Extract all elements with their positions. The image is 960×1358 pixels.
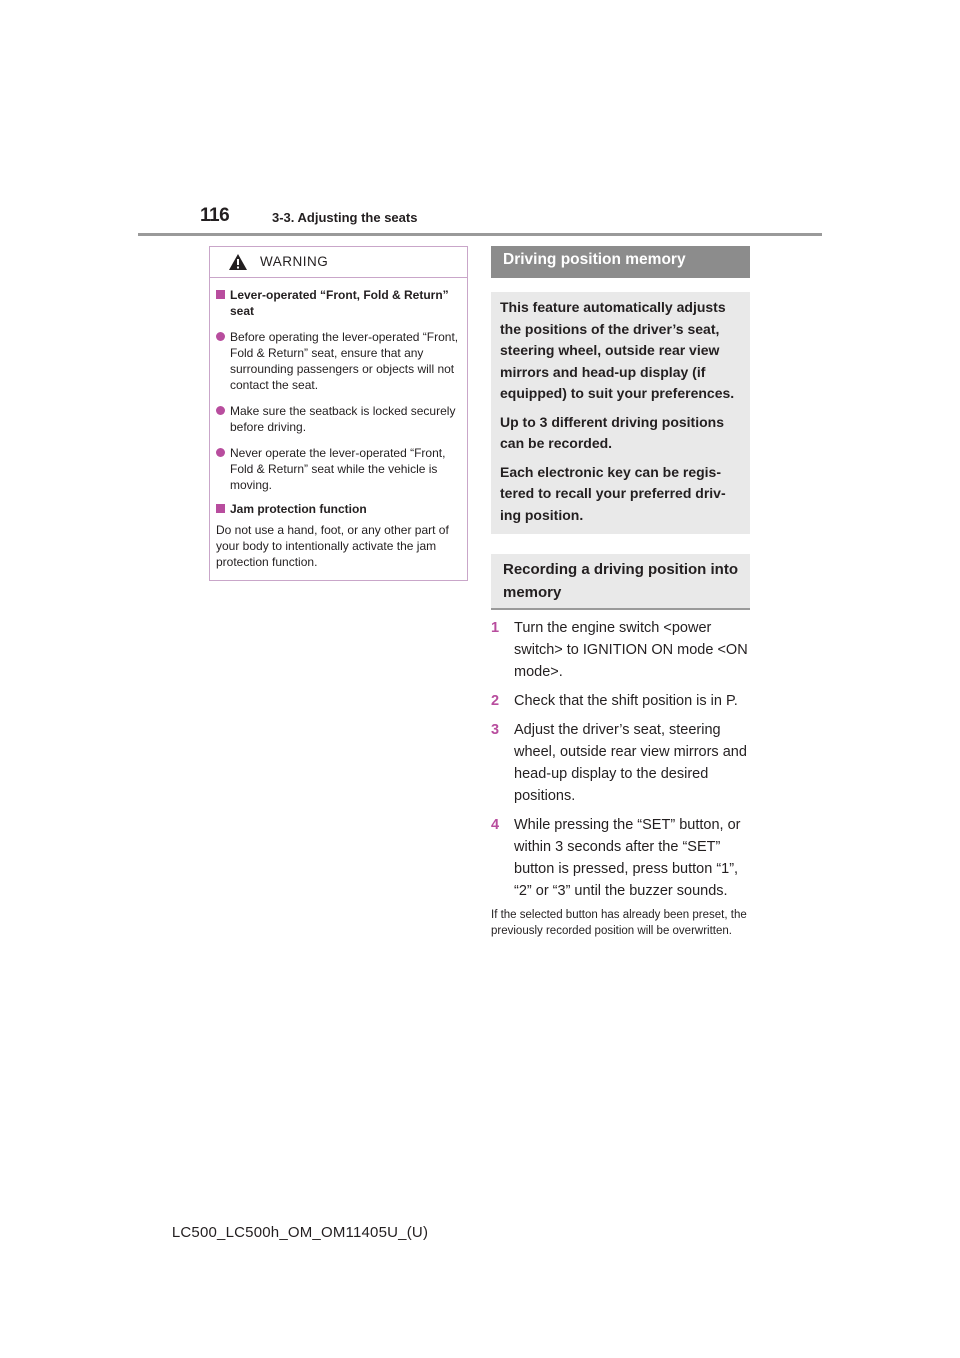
step-text: Turn the engine switch <power switch> to IGNITION ON mode <ON mode>. [514, 620, 748, 680]
warning-title: WARNING [260, 254, 329, 269]
step-text: While pressing the “SET” button, or within 3 seconds after the “SET” button is pressed, press button “1”, “2” or “3” until the buzzer sounds. [514, 817, 741, 899]
step-number: 1 [491, 620, 500, 636]
warning-bullet: Never operate the lever-operated “Front, Fold & Return” seat while the vehicle is moving. [216, 445, 464, 493]
step-item [491, 617, 753, 683]
square-bullet-icon [216, 504, 225, 513]
round-bullet-icon [216, 406, 225, 415]
step-item [491, 690, 753, 712]
round-bullet-icon [216, 332, 225, 341]
steps-list [491, 617, 753, 909]
step-number: 2 [491, 693, 500, 709]
warning-bullet: Make sure the seatback is locked securely before driving. [216, 403, 464, 435]
warning-triangle-icon [228, 253, 248, 271]
intro-box [491, 292, 750, 534]
warning-subheading: Jam protection function [216, 501, 464, 517]
step-item [491, 814, 753, 902]
step-item [491, 719, 753, 807]
warning-header [210, 247, 467, 278]
page-number: 116 [200, 205, 230, 226]
step-note: If the selected button has already been preset, the previously recorded position will be overwritten. [491, 909, 747, 937]
header-rule [138, 233, 822, 236]
round-bullet-icon [216, 448, 225, 457]
step-text: Adjust the driver’s seat, steering wheel, outside rear view mirrors and head-up display to the desired positions. [514, 722, 747, 804]
intro-paragraph: Each electronic key can be regis-tered to recall your preferred driv-ing position. [500, 463, 726, 523]
intro-paragraph: Up to 3 different driving positions can be recorded. [500, 413, 724, 451]
square-bullet-icon [216, 290, 225, 299]
warning-paragraph: Do not use a hand, foot, or any other part of your body to intentionally activate the jam protection function. [216, 523, 449, 569]
step-text: Check that the shift position is in P. [514, 693, 738, 709]
step-number: 4 [491, 817, 500, 833]
document-footer: LC500_LC500h_OM_OM11405U_(U) [171, 1224, 429, 1241]
intro-paragraph: This feature automatically adjusts the positions of the driver’s seat, steering wheel, outside rear view mirrors and head-up display (if equipped) to suit your preferences. [500, 299, 735, 401]
step-number: 3 [491, 722, 500, 738]
warning-body [216, 279, 464, 570]
recording-heading: Recording a driving position into memory [491, 554, 750, 610]
section-title: 3-3. Adjusting the seats [272, 210, 418, 225]
driving-memory-heading: Driving position memory [491, 246, 750, 278]
warning-subheading: Lever-operated “Front, Fold & Return” seat [216, 287, 464, 319]
page-header [138, 205, 822, 235]
warning-bullet: Before operating the lever-operated “Front, Fold & Return” seat, ensure that any surrounding passengers or objects will not contact the seat. [216, 329, 464, 393]
warning-box [209, 246, 468, 581]
